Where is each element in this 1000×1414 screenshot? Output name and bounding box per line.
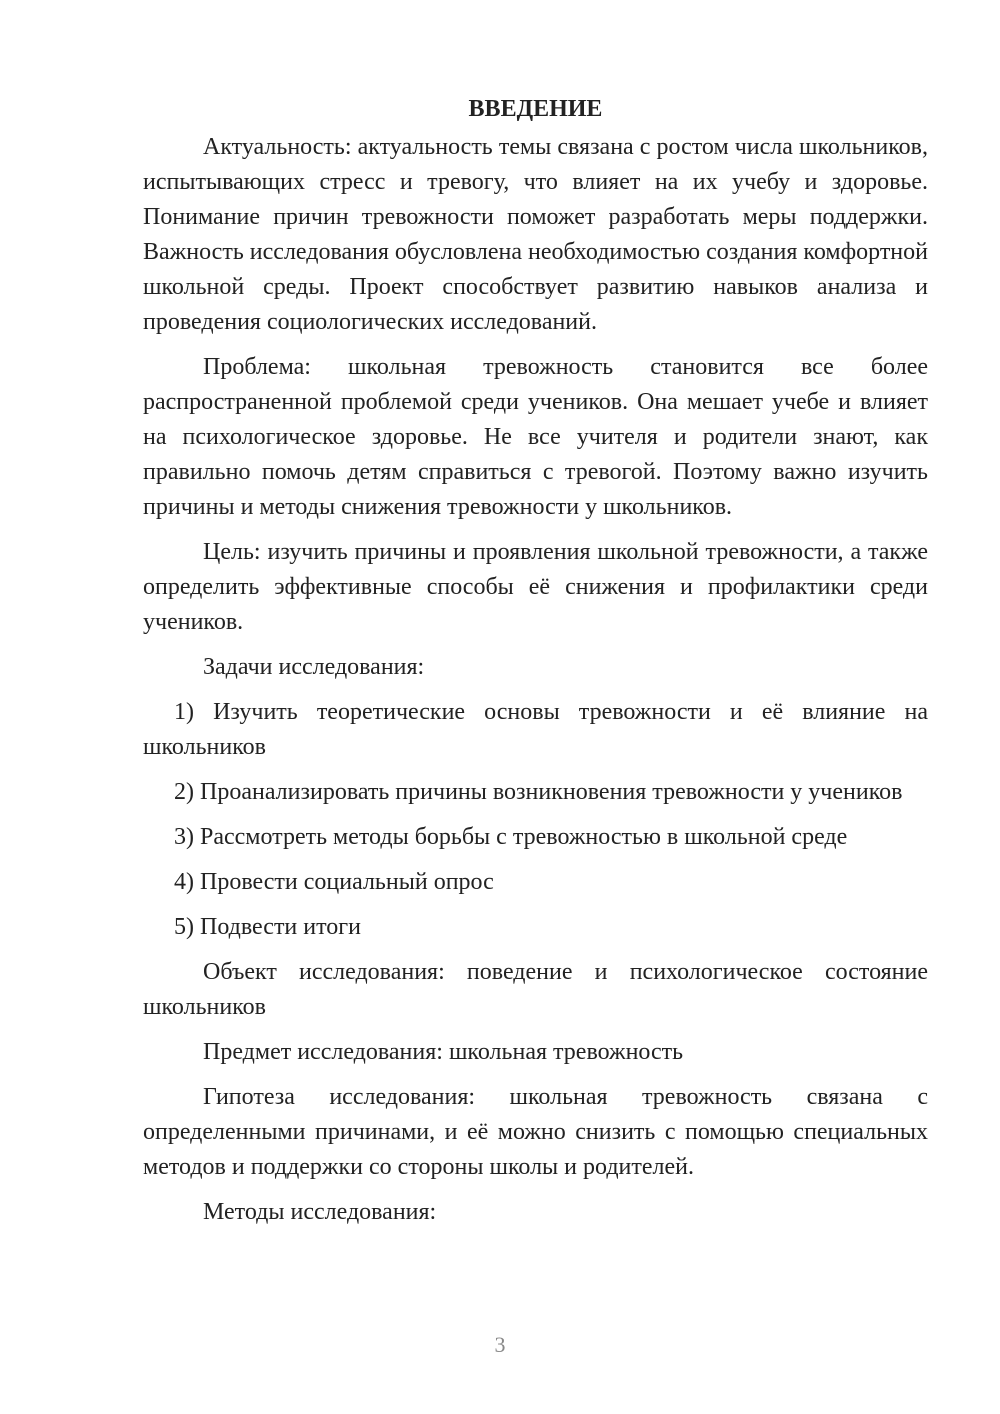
task-item-4: 4) Провести социальный опрос [174, 869, 494, 895]
paragraph-methods: Методы исследования: [203, 1199, 437, 1225]
task-item-2: 2) Проанализировать причины возникновения тревожности у учеников [174, 779, 903, 805]
paragraph-tasks-heading: Задачи исследования: [203, 654, 425, 680]
task-item-1: 1) Изучить теоретические основы тревожности и её влияние на школьников [143, 699, 928, 760]
page-number: 3 [494, 1332, 506, 1357]
paragraph-object: Объект исследования: поведение и психологическое состояние школьников [143, 959, 928, 1020]
paragraph-hypothesis: Гипотеза исследования: школьная тревожность связана с определенными причинами, и её можно снизить с помощью специальных методов и поддержки со стороны школы и родителей. [143, 1084, 928, 1180]
task-item-3: 3) Рассмотреть методы борьбы с тревожностью в школьной среде [174, 824, 848, 850]
paragraph-subject: Предмет исследования: школьная тревожность [203, 1039, 684, 1065]
paragraph-goal: Цель: изучить причины и проявления школьной тревожности, а также определить эффективные способы её снижения и профилактики среди учеников. [143, 539, 928, 635]
page-title: ВВЕДЕНИЕ [468, 96, 603, 122]
paragraph-problem: Проблема: школьная тревожность становится все более распространенной проблемой среди учеников. Она мешает учебе и влияет на психологическое здоровье. Не все учителя и родители знают, как правильно помочь детям справиться с тревогой. Поэтому важно изучить причины и методы снижения тревожности у школьников. [143, 354, 928, 520]
paragraph-relevance: Актуальность: актуальность темы связана с ростом числа школьников, испытывающих стресс и тревогу, что влияет на их учебу и здоровье. Понимание причин тревожности поможет разработать меры поддержки. Важность исследования обусловлена необходимостью создания комфортной школьной среды. Проект способствует развитию навыков анализа и проведения социологических исследований. [143, 134, 928, 335]
task-item-5: 5) Подвести итоги [174, 914, 361, 940]
document-page [143, 92, 928, 1240]
